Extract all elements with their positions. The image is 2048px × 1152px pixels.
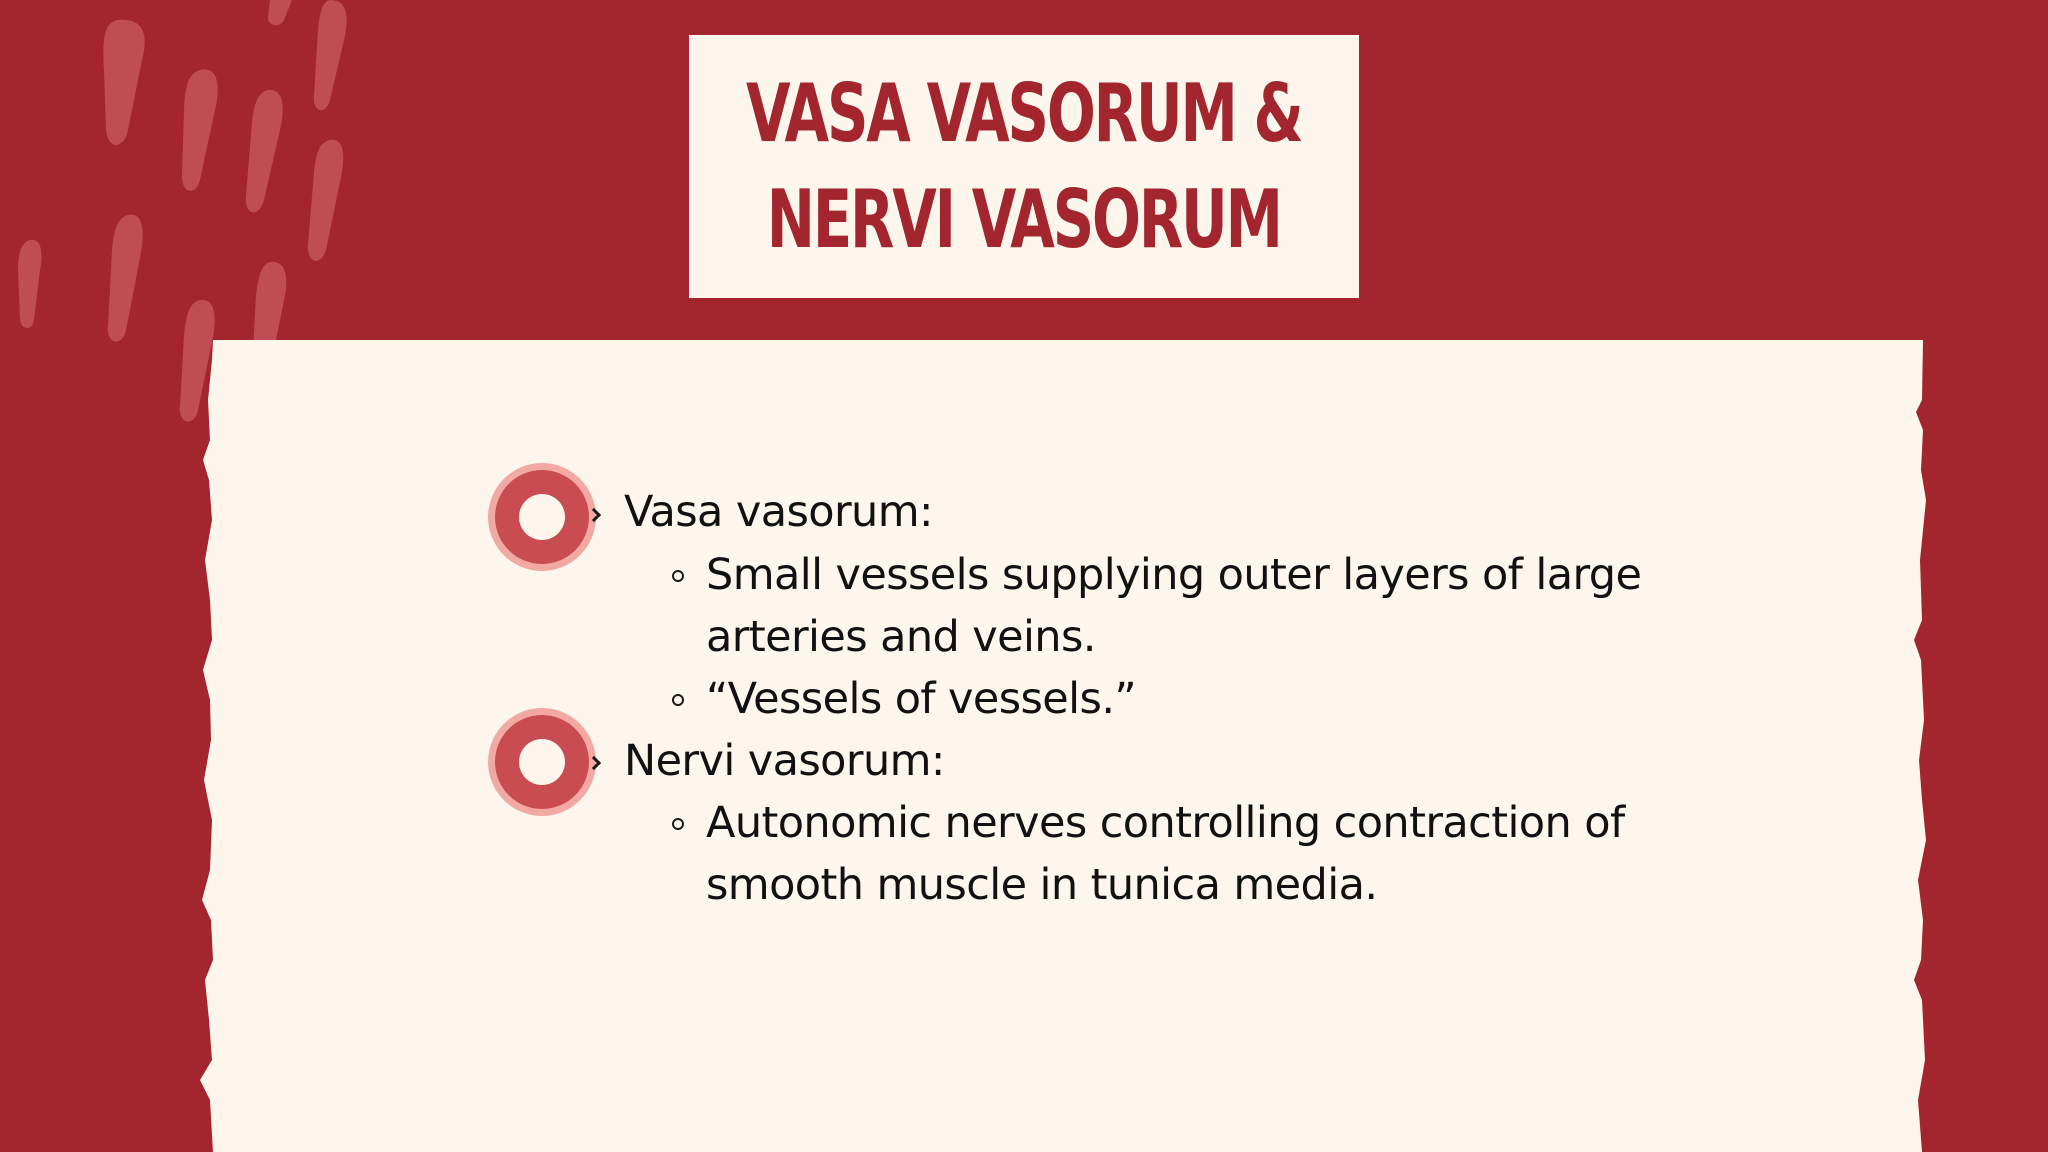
ring-bullet-icon <box>486 706 598 818</box>
list-item-line: arteries and veins. <box>706 612 1096 662</box>
ring-bullet-icon <box>486 461 598 573</box>
title-line-2: NERVI VASORUM <box>766 172 1282 266</box>
list-item-line: Small vessels supplying outer layers of large <box>706 550 1642 600</box>
list-item-line: “Vessels of vessels.” <box>706 674 1137 724</box>
sub-bullet-marker <box>672 570 684 582</box>
title-line-1: VASA VASORUM & <box>746 66 1302 160</box>
section-heading: Nervi vasorum: <box>624 736 945 786</box>
list-item-line: smooth muscle in tunica media. <box>706 860 1378 910</box>
list-item-line: Autonomic nerves controlling contraction of <box>706 798 1625 848</box>
sub-bullet-marker <box>672 818 684 830</box>
sub-bullet-marker <box>672 694 684 706</box>
section-heading: Vasa vasorum: <box>624 487 933 537</box>
